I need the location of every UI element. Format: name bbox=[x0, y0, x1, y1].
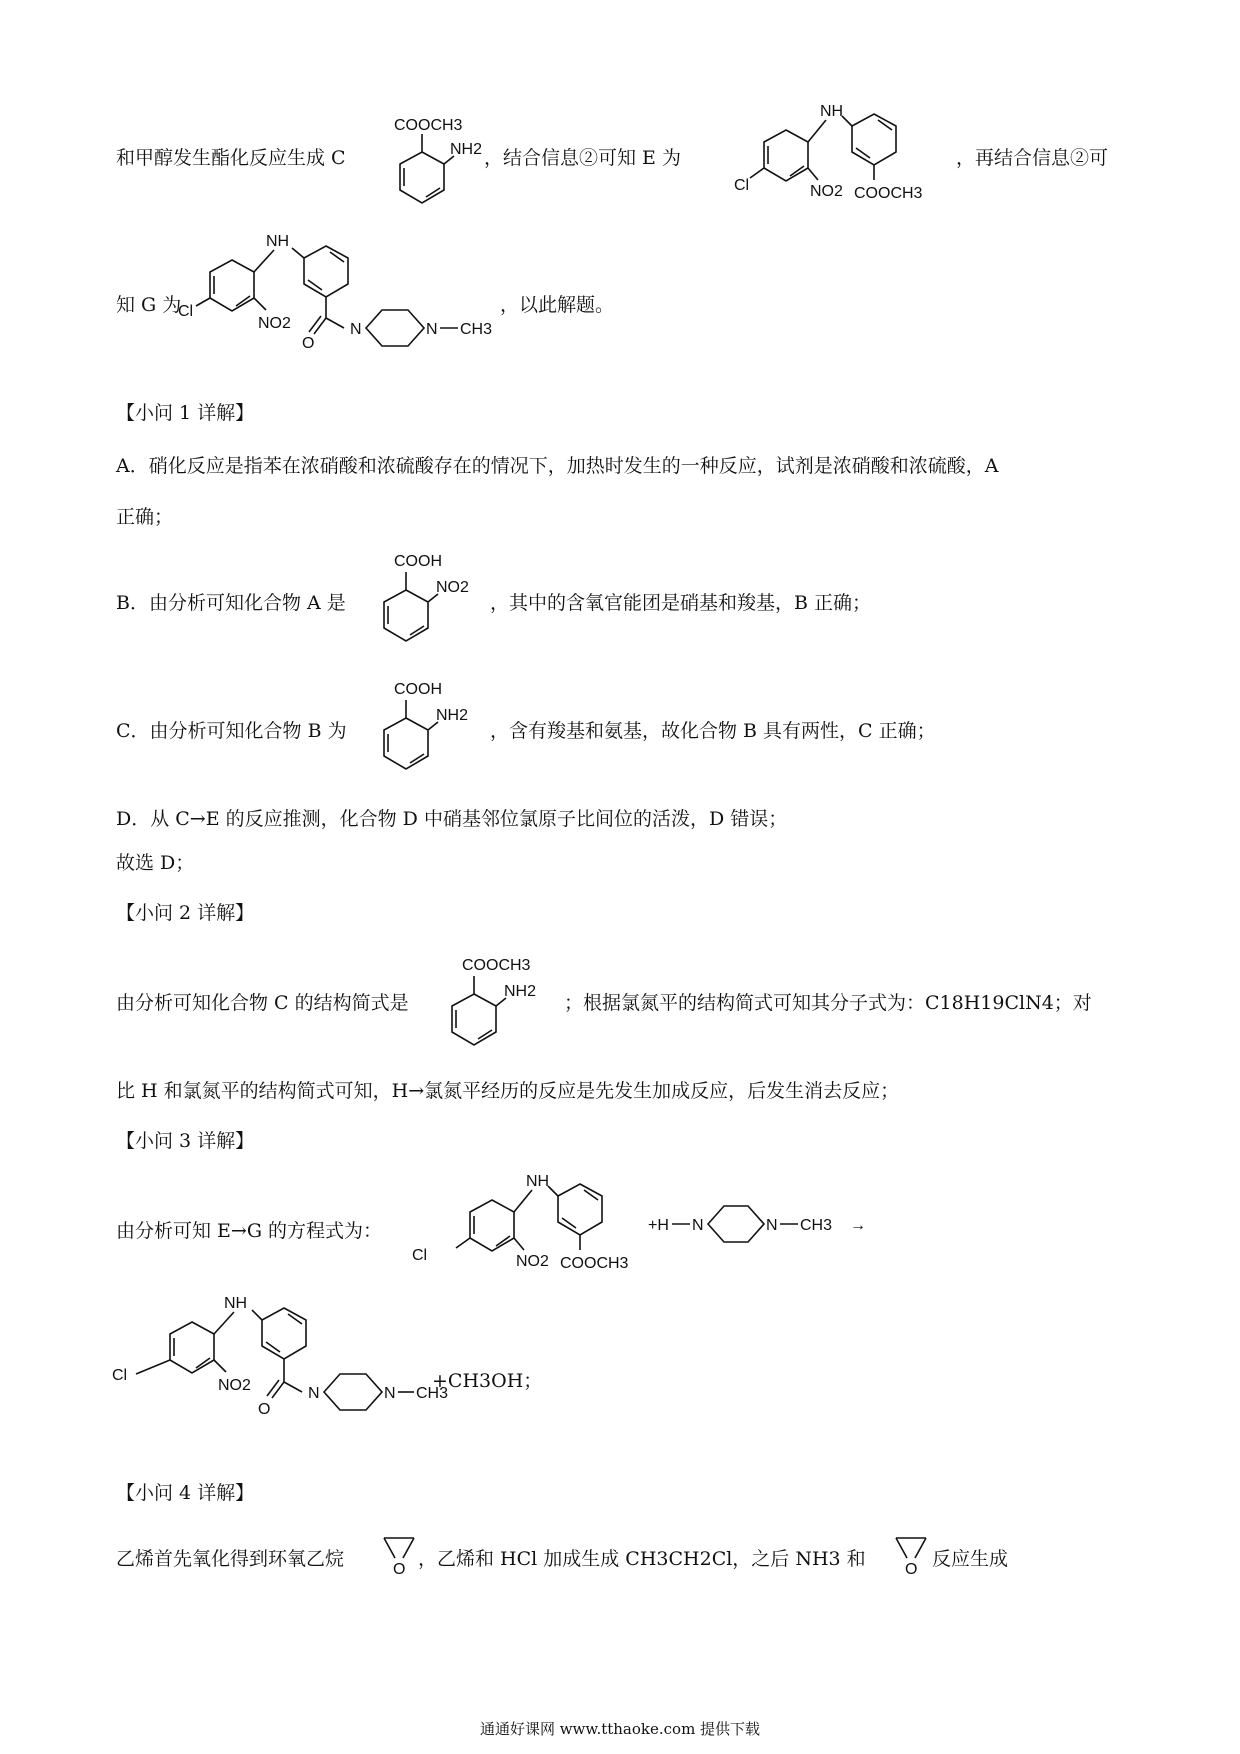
methylpiperazine-reagent bbox=[648, 1196, 878, 1266]
label-plus-h: +H bbox=[648, 1217, 669, 1234]
label-n: N bbox=[766, 1217, 778, 1234]
label-nh2: NH2 bbox=[450, 141, 483, 158]
intro-text-5: ，以此解题。 bbox=[500, 294, 615, 316]
intro-text-3: ，再结合信息②可 bbox=[956, 147, 1109, 169]
compound-c-structure bbox=[376, 108, 486, 214]
label-cooch3: COOCH3 bbox=[462, 957, 531, 974]
label-cl: Cl bbox=[178, 303, 194, 320]
label-no2: NO2 bbox=[810, 183, 843, 200]
label-o: O bbox=[258, 1401, 271, 1418]
q4-heading: 【小问 4 详解】 bbox=[116, 1482, 255, 1504]
intro-text-1: 和甲醇发生酯化反应生成 C bbox=[116, 147, 346, 169]
compound-b-structure bbox=[376, 676, 486, 776]
ethylene-oxide-structure bbox=[380, 1530, 420, 1576]
compound-a-structure bbox=[376, 548, 486, 648]
q1-option-a-line1: A．硝化反应是指苯在浓硝酸和浓硫酸存在的情况下，加热时发生的一种反应，试剂是浓硝酸和浓硫酸，A bbox=[116, 455, 999, 477]
q2-line1-suffix: ；根据氯氮平的结构简式可知其分子式为：C18H19ClN4；对 bbox=[564, 992, 1092, 1014]
label-nh: NH bbox=[266, 233, 290, 250]
label-cooh: COOH bbox=[394, 681, 442, 698]
label-ch3: CH3 bbox=[460, 321, 493, 338]
label-cooh: COOH bbox=[394, 553, 442, 570]
compound-e-structure bbox=[412, 1170, 662, 1282]
label-cooch3: COOCH3 bbox=[854, 185, 923, 202]
label-no2: NO2 bbox=[258, 315, 291, 332]
q1-option-a-line2: 正确； bbox=[116, 506, 174, 528]
label-no2: NO2 bbox=[516, 1253, 549, 1270]
label-no2: NO2 bbox=[436, 579, 469, 596]
q4-text-2: ，乙烯和 HCl 加成生成 CH3CH2Cl，之后 NH3 和 bbox=[418, 1548, 866, 1570]
q1-answer: 故选 D； bbox=[116, 852, 195, 874]
q3-product-byproduct: +CH3OH； bbox=[432, 1370, 543, 1392]
label-n: N bbox=[350, 321, 362, 338]
label-n: N bbox=[692, 1217, 704, 1234]
label-nh2: NH2 bbox=[504, 983, 537, 1000]
label-cl: Cl bbox=[112, 1367, 128, 1384]
ethylene-oxide-structure bbox=[892, 1530, 932, 1576]
label-ch3: CH3 bbox=[800, 1217, 833, 1234]
q1-option-c-prefix: C．由分析可知化合物 B 为 bbox=[116, 720, 347, 742]
label-o: O bbox=[302, 335, 315, 352]
label-n: N bbox=[426, 321, 438, 338]
compound-g-structure bbox=[178, 232, 508, 362]
q4-text-3: 反应生成 bbox=[932, 1548, 1009, 1570]
intro-text-2: ，结合信息②可知 E 为 bbox=[484, 147, 681, 169]
q1-option-c-suffix: ，含有羧基和氨基，故化合物 B 具有两性，C 正确； bbox=[490, 720, 936, 742]
label-cl: Cl bbox=[412, 1247, 428, 1264]
q4-text-1: 乙烯首先氧化得到环氧乙烷 bbox=[116, 1548, 345, 1570]
label-cooch3: COOCH3 bbox=[560, 1255, 629, 1272]
label-n: N bbox=[384, 1385, 396, 1402]
q3-equation-prefix: 由分析可知 E→G 的方程式为： bbox=[116, 1220, 383, 1242]
reaction-arrow: → bbox=[850, 1217, 866, 1234]
label-nh: NH bbox=[526, 1173, 550, 1190]
label-o: O bbox=[905, 1561, 918, 1578]
intro-text-4: 知 G 为 bbox=[116, 294, 182, 316]
label-ch3: CH3 bbox=[416, 1385, 449, 1402]
q2-line2: 比 H 和氯氮平的结构简式可知，H→氯氮平经历的反应是先发生加成反应，后发生消去反应； bbox=[116, 1080, 900, 1102]
q2-heading: 【小问 2 详解】 bbox=[116, 902, 255, 924]
compound-g-structure bbox=[112, 1294, 449, 1434]
q1-heading: 【小问 1 详解】 bbox=[116, 402, 255, 424]
label-nh: NH bbox=[224, 1295, 248, 1312]
q1-option-d: D．从 C→E 的反应推测，化合物 D 中硝基邻位氯原子比间位的活泼，D 错误； bbox=[116, 808, 788, 830]
label-no2: NO2 bbox=[218, 1377, 251, 1394]
page-footer: 通通好课网 www.tthaoke.com 提供下载 bbox=[479, 1720, 761, 1738]
q1-option-b-suffix: ，其中的含氧官能团是硝基和羧基，B 正确； bbox=[490, 592, 872, 614]
label-nh2: NH2 bbox=[436, 707, 469, 724]
label-nh: NH bbox=[820, 103, 844, 120]
q3-heading: 【小问 3 详解】 bbox=[116, 1130, 255, 1152]
compound-c-structure bbox=[444, 952, 564, 1056]
label-cl: Cl bbox=[734, 177, 750, 194]
label-n: N bbox=[308, 1385, 320, 1402]
compound-e-structure bbox=[706, 100, 956, 212]
label-o: O bbox=[393, 1561, 406, 1578]
q2-line1-prefix: 由分析可知化合物 C 的结构简式是 bbox=[116, 992, 409, 1014]
q1-option-b-prefix: B．由分析可知化合物 A 是 bbox=[116, 592, 346, 614]
label-cooch3: COOCH3 bbox=[394, 117, 463, 134]
